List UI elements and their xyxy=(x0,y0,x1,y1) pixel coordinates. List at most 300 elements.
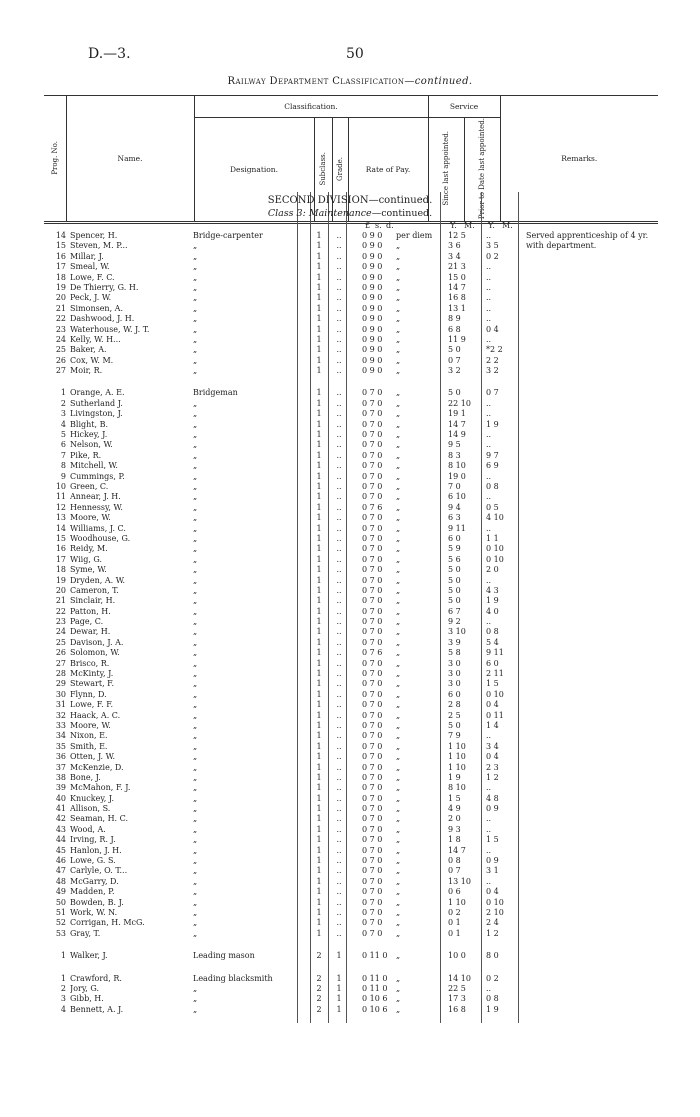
grade: .. xyxy=(336,700,342,710)
service-prior: 1 5 xyxy=(486,679,499,689)
rate-of-pay: 0 7 6 xyxy=(362,648,383,658)
designation: „ xyxy=(193,334,198,344)
table-row xyxy=(0,503,700,513)
prog-no: 37 xyxy=(55,762,66,772)
pay-period: „ xyxy=(396,887,401,897)
pay-period: „ xyxy=(396,845,401,855)
pay-period: „ xyxy=(396,450,401,460)
rate-of-pay: 0 7 0 xyxy=(362,689,383,699)
service-prior: .. xyxy=(486,398,492,408)
pay-period: „ xyxy=(396,345,401,355)
service-prior: .. xyxy=(486,492,492,502)
prog-no: 27 xyxy=(55,658,66,668)
rate-of-pay: 0 7 0 xyxy=(362,606,383,616)
prog-no: 3 xyxy=(60,994,66,1004)
table-row xyxy=(0,241,700,251)
designation: „ xyxy=(193,366,198,376)
grade: .. xyxy=(336,513,342,523)
service-since-last: 9 2 xyxy=(448,617,461,627)
subclass: 1 xyxy=(316,409,322,419)
table-row xyxy=(0,648,700,658)
staff-name: Flynn, D. xyxy=(70,689,107,699)
service-prior: 0 4 xyxy=(486,887,499,897)
service-since-last: 5 0 xyxy=(448,565,461,575)
prog-no: 1 xyxy=(60,973,66,983)
rate-of-pay: 0 7 0 xyxy=(362,783,383,793)
rate-of-pay: 0 7 0 xyxy=(362,762,383,772)
prog-no: 17 xyxy=(55,554,66,564)
pay-period: „ xyxy=(396,282,401,292)
service-prior: .. xyxy=(486,845,492,855)
grade: .. xyxy=(336,648,342,658)
unit-months-since: M. xyxy=(464,221,475,230)
pay-period: „ xyxy=(396,533,401,543)
pay-period: „ xyxy=(396,994,401,1004)
staff-name: Gray, T. xyxy=(70,928,101,938)
service-since-last: 1 8 xyxy=(448,835,461,845)
table-row xyxy=(0,984,700,994)
service-prior: 6 0 xyxy=(486,658,499,668)
designation: „ xyxy=(193,679,198,689)
service-since-last: 0 1 xyxy=(448,918,461,928)
rate-of-pay: 0 9 0 xyxy=(362,251,383,261)
service-prior: 4 10 xyxy=(486,513,504,523)
table-row xyxy=(0,794,700,804)
grade: .. xyxy=(336,741,342,751)
subclass: 1 xyxy=(316,762,322,772)
subclass: 2 xyxy=(316,994,322,1004)
service-prior: 4 0 xyxy=(486,606,499,616)
prog-no: 32 xyxy=(55,710,66,720)
table-row xyxy=(0,690,700,700)
prog-no: 18 xyxy=(55,272,66,282)
grade: .. xyxy=(336,345,342,355)
rate-of-pay: 0 7 0 xyxy=(362,700,383,710)
running-head xyxy=(0,76,700,87)
staff-name: Nixon, E. xyxy=(70,731,108,741)
table-row xyxy=(0,314,700,324)
staff-name: Irving, R. J. xyxy=(70,835,116,845)
table-row xyxy=(0,731,700,741)
grade: .. xyxy=(336,752,342,762)
staff-name: Page, C. xyxy=(70,617,104,627)
grade: .. xyxy=(336,783,342,793)
table-row xyxy=(0,304,700,314)
rate-of-pay: 0 7 0 xyxy=(362,845,383,855)
rate-of-pay: 0 11 0 xyxy=(362,973,388,983)
rate-of-pay: 0 9 0 xyxy=(362,314,383,324)
pay-period: „ xyxy=(396,710,401,720)
staff-name: Waterhouse, W. J. T. xyxy=(70,324,150,334)
prog-no: 11 xyxy=(55,492,66,502)
subclass: 1 xyxy=(316,450,322,460)
subclass: 1 xyxy=(316,783,322,793)
subclass: 1 xyxy=(316,720,322,730)
designation: „ xyxy=(193,845,198,855)
staff-name: Wood, A. xyxy=(70,824,106,834)
staff-name: Peck, J. W. xyxy=(70,293,112,303)
staff-name: Dashwood, J. H. xyxy=(70,314,135,324)
rate-of-pay: 0 7 0 xyxy=(362,824,383,834)
pay-period: „ xyxy=(396,928,401,938)
grade: .. xyxy=(336,720,342,730)
service-prior: 0 2 xyxy=(486,973,499,983)
prog-no: 34 xyxy=(55,731,66,741)
designation: „ xyxy=(193,700,198,710)
service-since-last: 5 0 xyxy=(448,345,461,355)
designation: „ xyxy=(193,314,198,324)
staff-table xyxy=(0,231,700,1015)
table-row xyxy=(0,627,700,637)
subclass: 1 xyxy=(316,293,322,303)
service-prior: 9 7 xyxy=(486,450,499,460)
service-prior: .. xyxy=(486,262,492,272)
prog-no: 29 xyxy=(55,679,66,689)
pay-period: „ xyxy=(396,951,401,961)
designation: „ xyxy=(193,887,198,897)
pay-period: „ xyxy=(396,973,401,983)
subclass: 1 xyxy=(316,388,322,398)
designation: „ xyxy=(193,606,198,616)
rate-of-pay: 0 9 0 xyxy=(362,231,383,240)
pay-period: „ xyxy=(396,575,401,585)
designation: „ xyxy=(193,897,198,907)
service-since-last: 16 8 xyxy=(448,1004,466,1014)
service-prior: .. xyxy=(486,731,492,741)
rate-of-pay: 0 7 0 xyxy=(362,450,383,460)
staff-name: De Thierry, G. H. xyxy=(70,282,139,292)
service-since-last: 17 3 xyxy=(448,994,466,1004)
prog-no: 26 xyxy=(55,648,66,658)
designation: „ xyxy=(193,409,198,419)
prog-no: 24 xyxy=(55,334,66,344)
unit-years-prior: Y. xyxy=(488,221,495,230)
pay-period: „ xyxy=(396,355,401,365)
staff-name: McKenzie, D. xyxy=(70,762,124,772)
service-since-last: 1 5 xyxy=(448,793,461,803)
pay-period: „ xyxy=(396,303,401,313)
staff-name: Gibb, H. xyxy=(70,994,104,1004)
subclass: 1 xyxy=(316,908,322,917)
service-prior: .. xyxy=(486,523,492,533)
subclass: 1 xyxy=(316,669,322,679)
table-row xyxy=(0,700,700,710)
staff-name: Lowe, F. F. xyxy=(70,700,114,710)
designation: „ xyxy=(193,262,198,272)
division-title: SECOND DIVISION—continued. xyxy=(267,195,433,206)
grade: .. xyxy=(336,366,342,376)
staff-name: Spencer, H. xyxy=(70,231,118,240)
subclass: 1 xyxy=(316,471,322,481)
table-row xyxy=(0,951,700,961)
prog-no: 28 xyxy=(55,669,66,679)
designation: „ xyxy=(193,876,198,886)
subclass: 1 xyxy=(316,334,322,344)
rate-of-pay: 0 7 0 xyxy=(362,804,383,814)
subclass: 1 xyxy=(316,741,322,751)
subclass: 1 xyxy=(316,262,322,272)
grade: .. xyxy=(336,928,342,938)
table-row xyxy=(0,974,700,984)
grade: .. xyxy=(336,334,342,344)
prog-no: 5 xyxy=(60,430,66,440)
pay-period: „ xyxy=(396,251,401,261)
group-spacer xyxy=(0,376,700,388)
designation: „ xyxy=(193,450,198,460)
prog-no: 1 xyxy=(60,951,66,961)
service-since-last: 5 0 xyxy=(448,585,461,595)
service-prior: 0 9 xyxy=(486,804,499,814)
service-since-last: 10 0 xyxy=(448,951,466,961)
subclass: 1 xyxy=(316,648,322,658)
prog-no: 26 xyxy=(55,355,66,365)
rate-of-pay: 0 7 0 xyxy=(362,741,383,751)
service-prior: 0 4 xyxy=(486,700,499,710)
staff-name: Haack, A. C. xyxy=(70,710,121,720)
pay-period: „ xyxy=(396,585,401,595)
service-prior: .. xyxy=(486,983,492,993)
subclass: 2 xyxy=(316,1004,322,1014)
grade: .. xyxy=(336,918,342,928)
designation: „ xyxy=(193,345,198,355)
pay-period: „ xyxy=(396,513,401,523)
service-prior: 0 2 xyxy=(486,251,499,261)
rate-of-pay: 0 7 0 xyxy=(362,596,383,606)
pay-period: „ xyxy=(396,983,401,993)
service-since-last: 8 9 xyxy=(448,314,461,324)
pay-period: „ xyxy=(396,481,401,491)
service-prior: .. xyxy=(486,293,492,303)
rate-of-pay: 0 7 0 xyxy=(362,814,383,824)
rate-of-pay: 0 7 0 xyxy=(362,908,383,917)
service-since-last: 1 9 xyxy=(448,772,461,782)
rate-of-pay: 0 7 0 xyxy=(362,575,383,585)
grade: 1 xyxy=(336,1004,342,1014)
table-row xyxy=(0,617,700,627)
pay-period: „ xyxy=(396,419,401,429)
subclass: 1 xyxy=(316,627,322,637)
table-row xyxy=(0,773,700,783)
staff-name: Smeal, W. xyxy=(70,262,110,272)
service-since-last: 6 0 xyxy=(448,533,461,543)
service-since-last: 9 5 xyxy=(448,440,461,450)
service-prior: 6 9 xyxy=(486,461,499,471)
subclass: 1 xyxy=(316,585,322,595)
staff-name: Annear, J. H. xyxy=(70,492,121,502)
pay-period: „ xyxy=(396,876,401,886)
subclass: 1 xyxy=(316,928,322,938)
designation: Bridge-carpenter xyxy=(193,231,263,240)
subclass: 1 xyxy=(316,918,322,928)
table-row xyxy=(0,835,700,845)
pay-period: „ xyxy=(396,793,401,803)
table-row xyxy=(0,345,700,355)
header-subclass: Subclass. xyxy=(314,118,332,223)
table-row xyxy=(0,866,700,876)
designation: „ xyxy=(193,471,198,481)
subclass: 1 xyxy=(316,824,322,834)
service-since-last: 5 0 xyxy=(448,720,461,730)
subclass: 1 xyxy=(316,523,322,533)
staff-name: Mitchell, W. xyxy=(70,461,118,471)
pay-period: „ xyxy=(396,731,401,741)
pay-period: „ xyxy=(396,741,401,751)
staff-name: Reidy, M. xyxy=(70,544,108,554)
staff-name: McKinty, J. xyxy=(70,669,114,679)
service-prior: 0 8 xyxy=(486,481,499,491)
service-since-last: 14 7 xyxy=(448,419,466,429)
subclass: 1 xyxy=(316,856,322,866)
subclass: 1 xyxy=(316,866,322,876)
subclass: 1 xyxy=(316,461,322,471)
service-since-last: 3 0 xyxy=(448,679,461,689)
table-row xyxy=(0,825,700,835)
staff-name: Nelson, W. xyxy=(70,440,113,450)
rate-of-pay: 0 7 0 xyxy=(362,388,383,398)
grade: .. xyxy=(336,606,342,616)
designation: „ xyxy=(193,513,198,523)
table-row xyxy=(0,783,700,793)
prog-no: 27 xyxy=(55,366,66,376)
prog-no: 51 xyxy=(55,908,66,917)
subclass: 1 xyxy=(316,314,322,324)
service-prior: .. xyxy=(486,282,492,292)
rate-of-pay: 0 7 0 xyxy=(362,430,383,440)
service-prior: .. xyxy=(486,876,492,886)
designation: „ xyxy=(193,669,198,679)
designation: Leading blacksmith xyxy=(193,973,273,983)
designation: „ xyxy=(193,355,198,365)
remarks: Served apprenticeship of 4 yr. xyxy=(526,231,649,240)
grade: .. xyxy=(336,793,342,803)
subclass: 1 xyxy=(316,658,322,668)
grade: .. xyxy=(336,440,342,450)
rate-of-pay: 0 7 0 xyxy=(362,533,383,543)
service-prior: 0 10 xyxy=(486,554,504,564)
grade: .. xyxy=(336,689,342,699)
staff-name: Hickey, J. xyxy=(70,430,108,440)
prog-no: 2 xyxy=(60,983,66,993)
prog-no: 8 xyxy=(60,461,66,471)
service-since-last: 6 8 xyxy=(448,324,461,334)
prog-no: 44 xyxy=(55,835,66,845)
subclass: 1 xyxy=(316,887,322,897)
pay-period: „ xyxy=(396,440,401,450)
service-prior: .. xyxy=(486,440,492,450)
rate-of-pay: 0 7 0 xyxy=(362,887,383,897)
pay-period: „ xyxy=(396,241,401,251)
rate-of-pay: 0 7 0 xyxy=(362,658,383,668)
table-row xyxy=(0,669,700,679)
grade: .. xyxy=(336,658,342,668)
staff-name: Pike, R. xyxy=(70,450,102,460)
subclass: 1 xyxy=(316,440,322,450)
service-since-last: 9 4 xyxy=(448,502,461,512)
table-row xyxy=(0,898,700,908)
subclass: 1 xyxy=(316,710,322,720)
service-prior: 1 2 xyxy=(486,928,499,938)
running-head-title: Railway Department Classification xyxy=(227,76,405,87)
rate-of-pay: 0 7 0 xyxy=(362,710,383,720)
header-designation: Designation. xyxy=(194,118,314,223)
header-rate-of-pay: Rate of Pay. xyxy=(348,118,428,223)
staff-name: Simonsen, A. xyxy=(70,303,123,313)
subclass: 1 xyxy=(316,533,322,543)
service-since-last: 8 3 xyxy=(448,450,461,460)
designation: „ xyxy=(193,293,198,303)
service-prior: 2 0 xyxy=(486,565,499,575)
designation: „ xyxy=(193,983,198,993)
grade: .. xyxy=(336,314,342,324)
subclass: 1 xyxy=(316,366,322,376)
pay-period: „ xyxy=(396,814,401,824)
header-classification: Classification. xyxy=(194,96,428,118)
subclass: 1 xyxy=(316,731,322,741)
service-prior: 0 10 xyxy=(486,897,504,907)
subclass: 1 xyxy=(316,324,322,334)
prog-no: 46 xyxy=(55,856,66,866)
grade: .. xyxy=(336,355,342,365)
prog-no: 2 xyxy=(60,398,66,408)
prog-no: 22 xyxy=(55,314,66,324)
table-row xyxy=(0,335,700,345)
table-row xyxy=(0,846,700,856)
service-prior: .. xyxy=(486,783,492,793)
staff-name: Moir, R. xyxy=(70,366,103,376)
service-prior: 3 2 xyxy=(486,366,499,376)
rate-of-pay: 0 7 0 xyxy=(362,513,383,523)
grade: .. xyxy=(336,398,342,408)
pay-period: „ xyxy=(396,523,401,533)
table-row xyxy=(0,273,700,283)
grade: .. xyxy=(336,772,342,782)
designation: „ xyxy=(193,752,198,762)
staff-name: Walker, J. xyxy=(70,951,108,961)
rate-of-pay: 0 7 0 xyxy=(362,617,383,627)
prog-no: 4 xyxy=(60,419,66,429)
grade: .. xyxy=(336,303,342,313)
designation: „ xyxy=(193,648,198,658)
service-prior: 1 2 xyxy=(486,772,499,782)
prog-no: 1 xyxy=(60,388,66,398)
header-since-last: Since last appointed. xyxy=(428,118,464,223)
table-row xyxy=(0,763,700,773)
rate-of-pay: 0 7 0 xyxy=(362,461,383,471)
rate-of-pay: 0 7 0 xyxy=(362,918,383,928)
pay-period: „ xyxy=(396,772,401,782)
table-row xyxy=(0,451,700,461)
service-prior: 0 5 xyxy=(486,502,499,512)
group-spacer xyxy=(0,939,700,951)
grade: .. xyxy=(336,272,342,282)
service-prior: 9 11 xyxy=(486,648,504,658)
table-row xyxy=(0,283,700,293)
subclass: 1 xyxy=(316,355,322,365)
rate-of-pay: 0 7 0 xyxy=(362,897,383,907)
table-row xyxy=(0,524,700,534)
pay-period: „ xyxy=(396,398,401,408)
pay-period: „ xyxy=(396,502,401,512)
grade: .. xyxy=(336,533,342,543)
prog-no: 23 xyxy=(55,617,66,627)
service-since-last: 9 3 xyxy=(448,824,461,834)
rate-of-pay: 0 7 0 xyxy=(362,669,383,679)
grade: .. xyxy=(336,627,342,637)
service-prior: .. xyxy=(486,334,492,344)
pay-period: „ xyxy=(396,544,401,554)
rate-of-pay: 0 9 0 xyxy=(362,241,383,251)
table-row xyxy=(0,1005,700,1015)
